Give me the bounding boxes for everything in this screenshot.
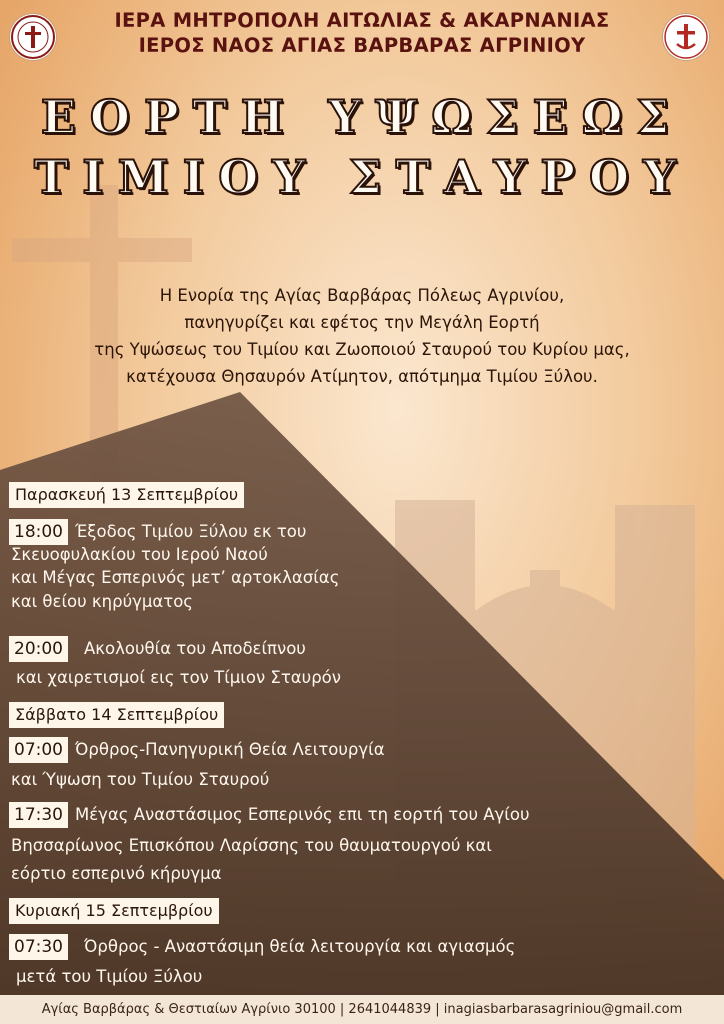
event-text: Ακολουθία του Αποδείπνου — [84, 639, 306, 658]
day-label-sunday: Κυριακή 15 Σεπτεμβρίου — [9, 898, 219, 924]
event-text: Όρθρος-Πανηγυρική Θεία Λειτουργία — [75, 740, 385, 759]
event-text: και θείου κηρύγματος — [11, 592, 193, 611]
event-time: 07:30 — [9, 934, 68, 960]
event-text: μετά του Τιμίου Ξύλου — [16, 967, 203, 986]
intro-line: πανηγυρίζει και εφέτος την Μεγάλη Εορτή — [184, 313, 540, 332]
event-text: Μέγας Αναστάσιμος Εσπερινός επι τη εορτή του Αγίου — [75, 805, 530, 824]
event-text: και χαιρετισμοί εις τον Τίμιον Σταυρόν — [16, 668, 341, 687]
event-time: 20:00 — [9, 636, 68, 662]
footer-contact: Αγίας Βαρβάρας & Θεστιαίων Αγρίνιο 30100 | 2641044839 | inagiasbarbarasagriniou@gmail.com — [0, 995, 724, 1024]
title-line-1: ΕΟΡΤΗ ΥΨΩΣΕΩΣ — [40, 90, 684, 144]
event-text: Όρθρος - Αναστάσιμη θεία λειτουργία και αγιασμός — [84, 937, 516, 956]
intro-line: της Υψώσεως του Τιμίου και Ζωοποιού Σταυρού του Κυρίου μας, — [94, 340, 630, 359]
day-label-saturday: Σάββατο 14 Σεπτεμβρίου — [9, 702, 224, 728]
event-time: 07:00 — [9, 737, 68, 763]
intro-line: Η Ενορία της Αγίας Βαρβάρας Πόλεως Αγρινίου, — [159, 286, 565, 305]
intro-line: κατέχουσα Θησαυρόν Ατίμητον, απότμημα Τιμίου Ξύλου. — [126, 367, 598, 386]
event-text: Σκευοφυλακίου του Ιερού Ναού — [11, 545, 268, 564]
event-time: 17:30 — [9, 802, 68, 828]
title-line-2: ΤΙΜΙΟΥ ΣΤΑΥΡΟΥ — [34, 150, 690, 204]
event-text: και Μέγας Εσπερινός μετ’ αρτοκλασίας — [11, 568, 340, 587]
event-text: Έξοδος Τιμίου Ξύλου εκ του — [75, 522, 307, 541]
event-text: και Ύψωση του Τιμίου Σταυρού — [11, 770, 270, 789]
event-time: 18:00 — [9, 519, 68, 545]
day-label-friday: Παρασκευή 13 Σεπτεμβρίου — [9, 482, 244, 508]
header-metropolis: ΙΕΡΑ ΜΗΤΡΟΠΟΛΗ ΑΙΤΩΛΙΑΣ & ΑΚΑΡΝΑΝΙΑΣ — [114, 9, 610, 32]
header-parish: ΙΕΡΟΣ ΝΑΟΣ ΑΓΙΑΣ ΒΑΡΒΑΡΑΣ ΑΓΡΙΝΙΟΥ — [138, 34, 586, 57]
event-text: Βησσαρίωνος Επισκόπου Λαρίσσης του θαυματουργού και — [11, 836, 492, 855]
event-text: εόρτιο εσπερινό κήρυγμα — [11, 864, 222, 883]
